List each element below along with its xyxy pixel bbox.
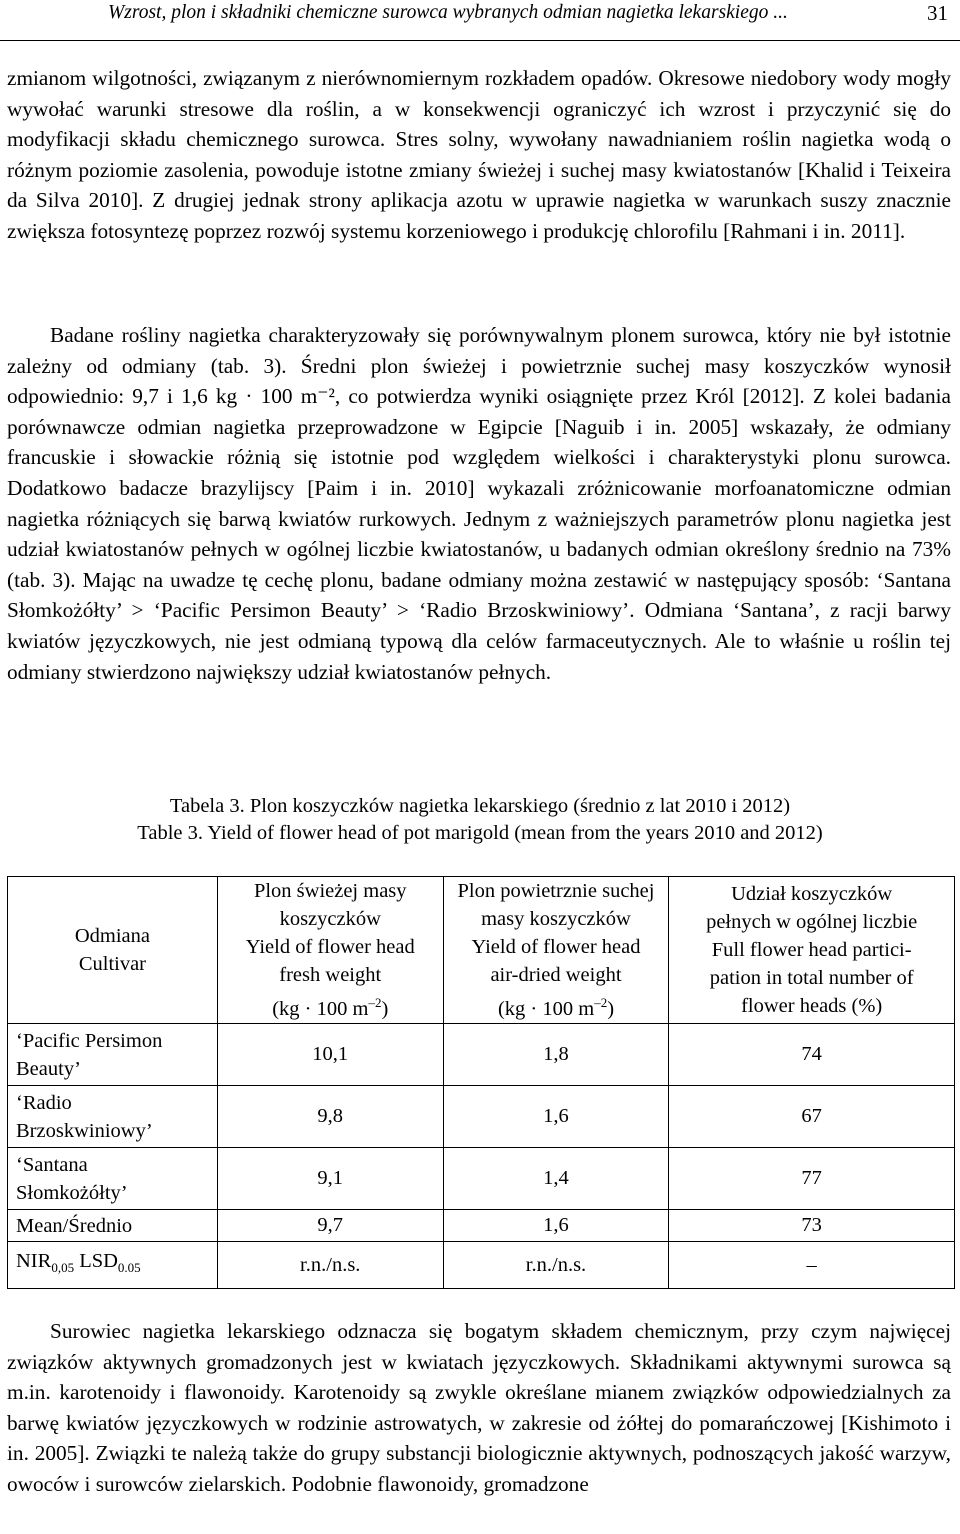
running-header — [0, 0, 960, 41]
full-heads-cell: 74 — [669, 1024, 955, 1086]
paragraph-1: zmianom wilgotności, związanym z nierównomiernym rozkładem opadów. Okresowe niedobory wody mogły wywołać warunki stresowe dla roślin, a w konsekwencji ograniczyć ich wzrost i przyczynić się do modyfikacji składu chemicznego surowca. Stres solny, wywołany nawadnianiem roślin nagietka wodą o różnym poziomie zasolenia, powoduje istotne zmiany świeżej i suchej masy kwiatostanów [Khalid i Teixeira da Silva 2010]. Z drugiej jednak strony aplikacja azotu w uprawie nagietka w warunkach suszy znacznie zwiększa fotosyntezę poprzez rozwój systemu korzeniowego i produkcję chlorofilu [Rahmani i in. 2011]. — [7, 66, 951, 243]
paragraph-3: Surowiec nagietka lekarskiego odznacza się bogatym składem chemicznym, przy czym najwięcej związków aktywnych gromadzonych jest w kwiatach języczkowych. Składnikami aktywnymi surowca są m.in. karotenoidy i flawonoidy. Karotenoidy są zwykle określane mianem związków odpowiedzialnych za barwę kwiatów języczkowych w rodzinie astrowatych, w zakresie od żółtej do pomarańczowej [Kishimoto i in. 2005]. Związki te należą także do grupy substancji biologicznie aktywnych, podnoszących jakość warzyw, owoców i surowców zielarskich. Podobnie flawonoidy, gromadzone — [7, 1319, 951, 1496]
fresh-weight-cell: 9,8 — [217, 1086, 443, 1148]
header-full-flower-heads: Udział koszyczków pełnych w ogólnej liczbie Full flower head partici- pation in total number of flower heads (%) — [669, 877, 955, 1024]
page-number: 31 — [927, 1, 948, 25]
table-caption-pl: Tabela 3. Plon koszyczków nagietka lekarskiego (średnio z lat 2010 i 2012) — [169, 795, 791, 817]
header-dry-weight: Plon powietrznie suchej masy koszyczków Yield of flower head air-dried weight (kg · 100 $m^{-2}$) — [443, 877, 669, 1024]
fresh-weight-cell: 9,7 — [217, 1210, 443, 1242]
fresh-weight-cell: 10,1 — [217, 1024, 443, 1086]
full-heads-cell: – — [669, 1242, 955, 1289]
table-row-mean — [8, 1210, 955, 1242]
cultivar-cell: ‘Radio Brzoskwiniowy’ — [8, 1086, 218, 1148]
dry-weight-cell: 1,4 — [443, 1148, 669, 1210]
cultivar-cell: ‘Santana Słomkożółty’ — [8, 1148, 218, 1210]
running-header-title: Wzrost, plon i składniki chemiczne surowca wybranych odmian nagietka lekarskiego ... — [108, 2, 788, 23]
dry-weight-cell: 1,8 — [443, 1024, 669, 1086]
cultivar-cell: ‘Pacific Persimon Beauty’ — [8, 1024, 218, 1086]
table-caption-en: Table 3. Yield of flower head of pot marigold (mean from the years 2010 and 2012) — [137, 822, 823, 844]
paragraph-2: Badane rośliny nagietka charakteryzowały się porównywalnym plonem surowca, który nie był istotnie zależny od odmiany (tab. 3). Średni plon świeżej i powietrznie suchej masy koszyczków wynosił odpowiednio: 9,7 i 1,6 kg · 100 m⁻², co potwierdza wyniki osiągnięte przez Król [2012]. Z kolei badania porównawcze odmian nagietka przeprowadzone w Egipcie [Naguib i in. 2005] wskazały, że odmiany francuskie i słowackie różnią się istotnie pod względem wielkości i charakterystyki plonu surowca. Dodatkowo badacze brazylijscy [Paim i in. 2010] wykazali zróżnicowanie morfoanatomiczne odmian nagietka różniących się barwą kwiatów rurkowych. Jednym z ważniejszych parametrów plonu nagietka jest udział kwiatostanów pełnych w ogólnej liczbie kwiatostanów, u badanych odmian określony średnio na 73% (tab. 3). Mając na uwadze tę cechę plonu, badane odmiany można zestawić w następujący sposób: ‘Santana Słomkożółty’ > ‘Pacific Persimon Beauty’ > ‘Radio Brzoskwiniowy’. Odmiana ‘Santana’, z racji barwy kwiatów języczkowych, nie jest odmianą typową dla celów farmaceutycznych. Ale to właśnie u roślin tej odmiany stwierdzono największy udział kwiatostanów pełnych. — [7, 323, 951, 684]
fresh-weight-cell: r.n./n.s. — [217, 1242, 443, 1289]
dry-weight-cell: 1,6 — [443, 1210, 669, 1242]
table-row — [8, 1148, 955, 1210]
lsd-label-cell: $NIR_{0,05}$ $LSD_{0.05}$ — [8, 1242, 218, 1289]
header-cultivar: Odmiana Cultivar — [8, 877, 218, 1024]
dry-weight-cell: 1,6 — [443, 1086, 669, 1148]
mean-label-cell: Mean/Średnio — [8, 1210, 218, 1242]
table-row — [8, 1024, 955, 1086]
header-fresh-weight: Plon świeżej masy koszyczków Yield of flower head fresh weight (kg · 100 $m^{-2}$) — [217, 877, 443, 1024]
yield-table — [7, 876, 955, 1289]
full-heads-cell: 77 — [669, 1148, 955, 1210]
dry-weight-cell: r.n./n.s. — [443, 1242, 669, 1289]
table-row-lsd — [8, 1242, 955, 1289]
fresh-weight-cell: 9,1 — [217, 1148, 443, 1210]
full-heads-cell: 73 — [669, 1210, 955, 1242]
table-header-row — [8, 877, 955, 1024]
table-row — [8, 1086, 955, 1148]
full-heads-cell: 67 — [669, 1086, 955, 1148]
